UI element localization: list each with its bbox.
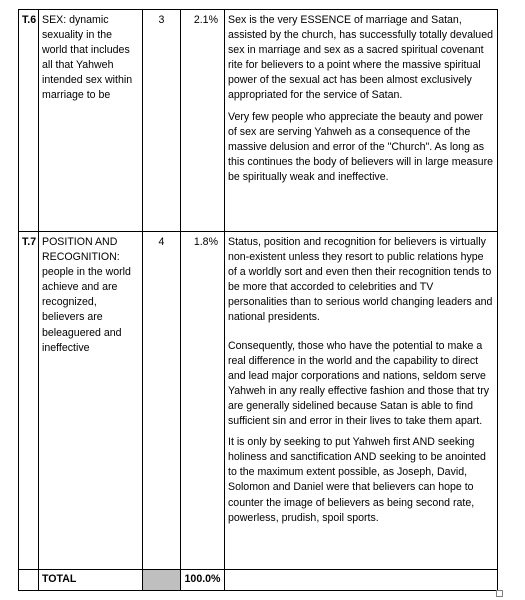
paragraph: Consequently, those who have the potential to make a real difference in the world and the capability to direct and lead major corporations and nations, seldom serve Yahweh in any really effective fashion and those that try are generally sidelined because Satan is able to find sufficient sin and error in their lives to take them apart. xyxy=(228,339,490,428)
row-description xyxy=(225,232,498,570)
total-id-cell xyxy=(19,570,39,591)
total-count-cell xyxy=(143,570,181,591)
paragraph: Very few people who appreciate the beauty and power of sex are serving Yahweh as a consequence of the massive delusion and error of the "Church". As long as this continues the body of believers will in large measure be spiritually weak and ineffective. xyxy=(228,110,493,183)
table-resize-handle[interactable] xyxy=(496,590,503,597)
total-percent: 100.0% xyxy=(181,570,225,591)
table-row xyxy=(19,232,498,570)
row-percent: 2.1% xyxy=(181,10,225,232)
row-count: 3 xyxy=(143,10,181,232)
row-title: POSITION AND RECOGNITION: people in the world achieve and are recognized, believers are beleaguered and ineffective xyxy=(39,232,143,570)
paragraph: It is only by seeking to put Yahweh first AND seeking holiness and sanctification AND seeking to be anointed to the maximum extent possible, as Joseph, David, Solomon and Daniel were that believers can hope to counter the image of believers as being second rate, powerless, prudish, spoil sports. xyxy=(228,436,486,524)
row-description xyxy=(225,10,498,232)
table-row xyxy=(19,10,498,232)
row-title: SEX: dynamic sexuality in the world that includes all that Yahweh intended sex within marriage to be xyxy=(39,10,143,232)
total-description-cell xyxy=(225,570,498,591)
row-id: T.7 xyxy=(19,232,39,570)
topics-table xyxy=(18,9,498,591)
row-count: 4 xyxy=(143,232,181,570)
row-percent: 1.8% xyxy=(181,232,225,570)
total-label: TOTAL xyxy=(39,570,143,591)
row-id: T.6 xyxy=(19,10,39,232)
paragraph: Sex is the very ESSENCE of marriage and Satan, assisted by the church, has successfully totally devalued sex in marriage and sex as a sacred spiritual covenant rite for believers to a point where the massive spiritual power of the sexual act has been almost exclusively appropriated for the service of Satan. xyxy=(228,14,493,102)
paragraph: Status, position and recognition for believers is virtually non-existent unless they resort to public relations hype of a worldly sort and even then their recognition tends to be more that accorded to celebrities and TV personalities than to serious world changing leaders and national presidents. xyxy=(228,236,493,324)
total-row xyxy=(19,570,498,591)
